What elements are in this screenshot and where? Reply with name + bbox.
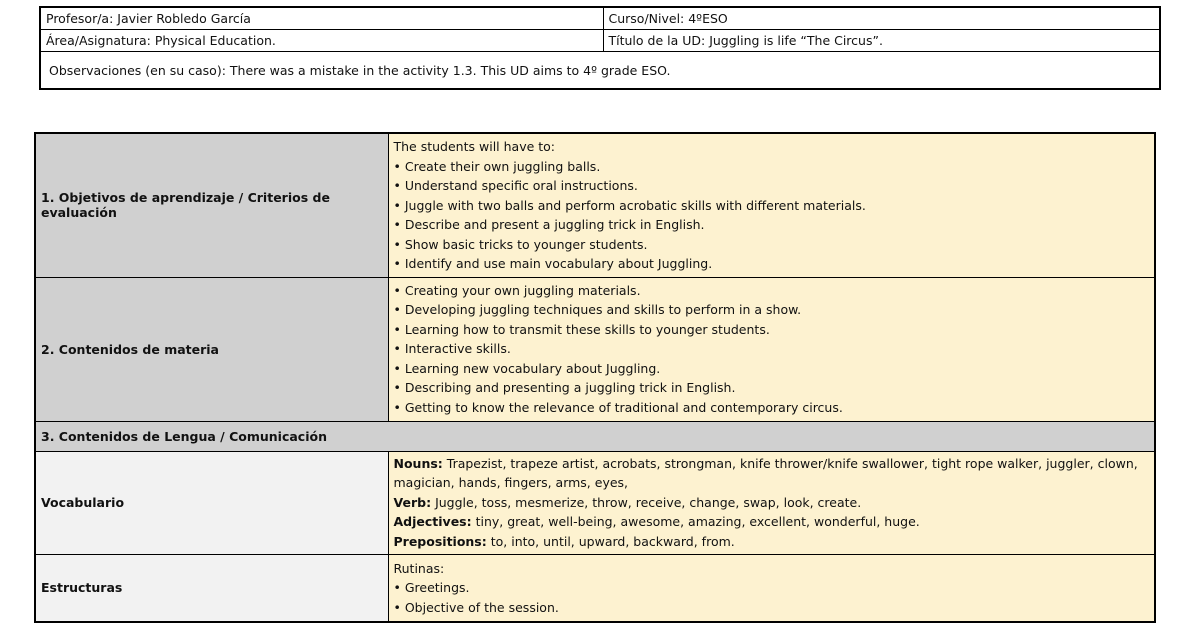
list-item: • Understand specific oral instructions. (393, 178, 638, 193)
verb-text: Juggle, toss, mesmerize, throw, receive, change, swap, look, create. (431, 494, 862, 510)
list-item: • Developing juggling techniques and skills to perform in a show. (393, 302, 802, 318)
profesor-cell: Profesor/a: Javier Robledo García (40, 7, 603, 30)
list-item: • Objective of the session. (393, 599, 559, 615)
list-item: • Learning how to transmit these skills to younger students. (393, 321, 770, 337)
contenidos-row (35, 277, 1155, 421)
objetivos-label: 1. Objetivos de aprendizaje / Criterios de evaluación (35, 133, 388, 277)
list-item: • Getting to know the relevance of traditional and contemporary circus. (393, 399, 843, 415)
estructuras-row (35, 554, 1155, 622)
list-item: • Describe and present a juggling trick in English. (393, 217, 705, 232)
objetivos-row (35, 133, 1155, 277)
nouns-line-2: magician, hands, fingers, arms, eyes, (393, 475, 629, 491)
prepositions-label: Prepositions: (393, 533, 487, 549)
lengua-row (35, 421, 1155, 451)
verb-label: Verb: (393, 494, 432, 510)
adjectives-label: Adjectives: (393, 514, 472, 530)
estructuras-content (388, 554, 1155, 622)
vocabulario-label: Vocabulario (35, 451, 388, 554)
verb-line (394, 493, 1150, 513)
list-item: • Show basic tricks to younger students. (393, 236, 648, 252)
area-cell: Área/Asignatura: Physical Education. (40, 30, 603, 52)
lengua-section-heading: 3. Contenidos de Lengua / Comunicación (35, 421, 1155, 451)
curso-cell: Curso/Nivel: 4ºESO (603, 7, 1160, 30)
list-item: The students will have to: (393, 139, 556, 154)
nouns-text: Trapezist, trapeze artist, acrobats, strongman, knife thrower/knife swallower, tight rope walker, juggler, clown, (442, 455, 1138, 471)
list-item: Rutinas: (393, 560, 445, 576)
observaciones-cell: Observaciones (en su caso): There was a mistake in the activity 1.3. This UD aims to 4º grade ESO. (40, 52, 1160, 90)
lesson-plan-table (34, 132, 1156, 623)
list-item: • Create their own juggling balls. (393, 158, 601, 174)
nouns-line (394, 454, 1150, 474)
adjectives-text: tiny, great, well-being, awesome, amazing, excellent, wonderful, huge. (471, 514, 920, 530)
prepositions-text: to, into, until, upward, backward, from. (486, 533, 735, 549)
vocabulario-row (35, 451, 1155, 554)
list-item: • Greetings. (393, 580, 470, 595)
adjectives-line (394, 512, 1150, 532)
vocabulario-content (388, 451, 1155, 554)
list-item: • Interactive skills. (393, 341, 511, 357)
list-item: • Describing and presenting a juggling trick in English. (393, 380, 736, 396)
list-item: • Learning new vocabulary about Juggling. (393, 360, 661, 376)
titulo-cell: Título de la UD: Juggling is life “The Circus”. (603, 30, 1160, 52)
estructuras-label: Estructuras (35, 554, 388, 622)
list-item: • Identify and use main vocabulary about Juggling. (393, 256, 713, 271)
header-table (39, 6, 1161, 90)
contenidos-content (388, 277, 1155, 421)
nouns-label: Nouns: (393, 455, 443, 471)
objetivos-content (388, 133, 1155, 277)
prepositions-line (394, 532, 1150, 552)
list-item: • Juggle with two balls and perform acrobatic skills with different materials. (393, 197, 866, 213)
list-item: • Creating your own juggling materials. (393, 282, 641, 298)
contenidos-label: 2. Contenidos de materia (35, 277, 388, 421)
